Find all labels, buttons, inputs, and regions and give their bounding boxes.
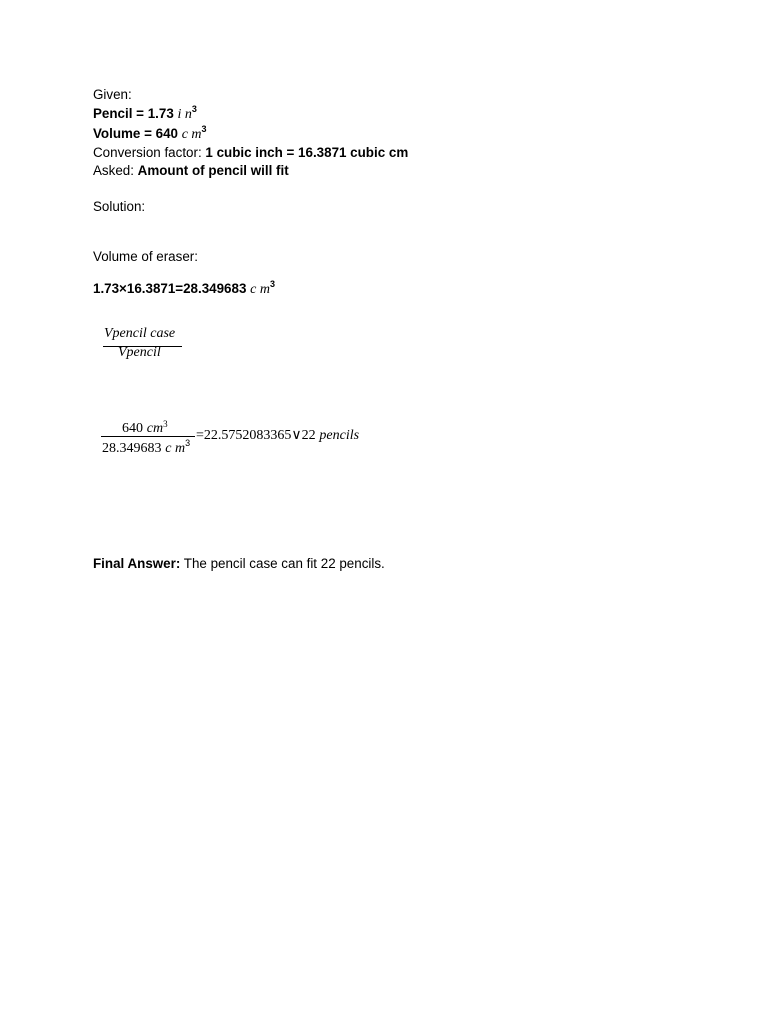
- ratio-denominator: Vpencil: [118, 345, 161, 360]
- division-fraction-bar: [101, 436, 195, 437]
- given-label: Given:: [93, 87, 132, 102]
- asked-value: Amount of pencil will fit: [137, 163, 289, 178]
- volume-of-eraser-label: Volume of eraser:: [93, 249, 198, 264]
- division-num-value: 640: [122, 421, 143, 436]
- eraser-calc-text: 1.73×16.3871=28.349683: [93, 281, 247, 296]
- pencil-text: Pencil = 1.73: [93, 106, 174, 121]
- given-pencil: [93, 105, 197, 124]
- division-numerator: [122, 419, 168, 437]
- final-answer: [93, 555, 385, 573]
- eraser-calc-exp: 3: [269, 279, 275, 289]
- volume-unit: c m: [181, 127, 202, 142]
- given-asked: [93, 162, 289, 180]
- division-den-exp: 3: [185, 438, 191, 448]
- division-result: [196, 427, 359, 444]
- division-result-unit: pencils: [319, 428, 360, 443]
- ratio-numerator: Vpencil case: [104, 326, 176, 341]
- conversion-label: Conversion factor:: [93, 145, 202, 160]
- division-num-unit: cm: [146, 421, 164, 436]
- division-num-exp: 3: [163, 419, 168, 429]
- final-answer-text: The pencil case can fit 22 pencils.: [183, 556, 385, 571]
- final-answer-label: Final Answer:: [93, 556, 181, 571]
- asked-label: Asked:: [93, 163, 134, 178]
- given-volume: [93, 125, 207, 144]
- solution-label: Solution:: [93, 199, 146, 214]
- volume-exp: 3: [201, 124, 207, 134]
- division-den-value: 28.349683: [102, 441, 162, 456]
- given-conversion: [93, 144, 408, 162]
- division-denominator: [102, 440, 190, 457]
- conversion-value: 1 cubic inch = 16.3871 cubic cm: [205, 145, 409, 160]
- pencil-exp: 3: [191, 104, 197, 114]
- division-fraction: [100, 416, 420, 460]
- eraser-calculation: [93, 280, 275, 299]
- eraser-calc-unit: c m: [250, 282, 270, 297]
- division-den-unit: c m: [165, 441, 186, 456]
- ratio-fraction: [100, 326, 190, 366]
- pencil-unit: i n: [177, 107, 192, 122]
- volume-text: Volume = 640: [93, 126, 178, 141]
- division-result-value: =22.5752083365∨22: [196, 428, 316, 443]
